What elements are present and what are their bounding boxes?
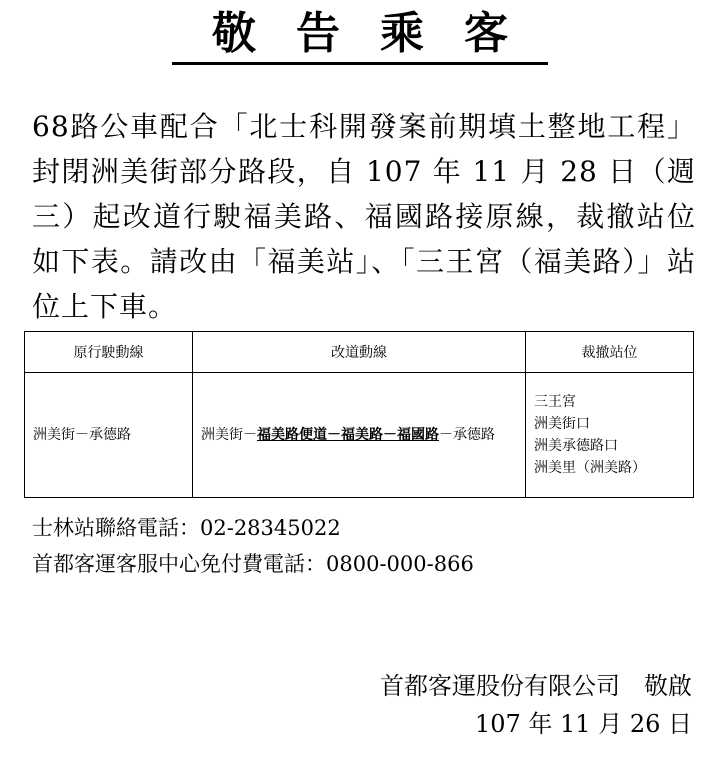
header-detour-route: 改道動線 (193, 332, 526, 373)
notice-paragraph: 68路公車配合「北士科開發案前期填土整地工程」封閉洲美街部分路段，自 107 年 11 月 28 日（週三）起改道行駛福美路、福國路接原線，裁撤站位如下表。請改由「福美站」、「三王宮（福美路）」站位上下車。 (32, 110, 696, 323)
page-title (0, 4, 720, 65)
removed-stop: 洲美承德路口 (534, 438, 618, 454)
header-removed-stops: 裁撤站位 (526, 332, 694, 373)
title-text: 敬告乘客 (172, 6, 548, 65)
detour-start: 洲美街－ (201, 427, 257, 443)
detour-new-roads: 福美路便道－福美路－福國路 (257, 427, 439, 443)
table-header-row (25, 332, 694, 373)
detour-route-cell (193, 373, 526, 498)
table-row (25, 373, 694, 498)
removed-stop: 三王宮 (534, 394, 576, 410)
customer-service-phone: 首都客運客服中心免付費電話：0800-000-866 (32, 552, 474, 576)
original-route-cell: 洲美街－承德路 (25, 373, 193, 498)
notice-date: 107 年 11 月 26 日 (474, 710, 692, 738)
company-signature: 首都客運股份有限公司 敬啟 (380, 672, 692, 700)
removed-stop: 洲美街口 (534, 416, 590, 432)
detour-end: －承德路 (439, 427, 495, 443)
removed-stop: 洲美里（洲美路） (534, 460, 646, 476)
header-original-route: 原行駛動線 (25, 332, 193, 373)
removed-stops-cell (526, 373, 694, 498)
shilin-station-phone: 士林站聯絡電話：02-28345022 (32, 516, 341, 540)
route-table (24, 331, 694, 498)
